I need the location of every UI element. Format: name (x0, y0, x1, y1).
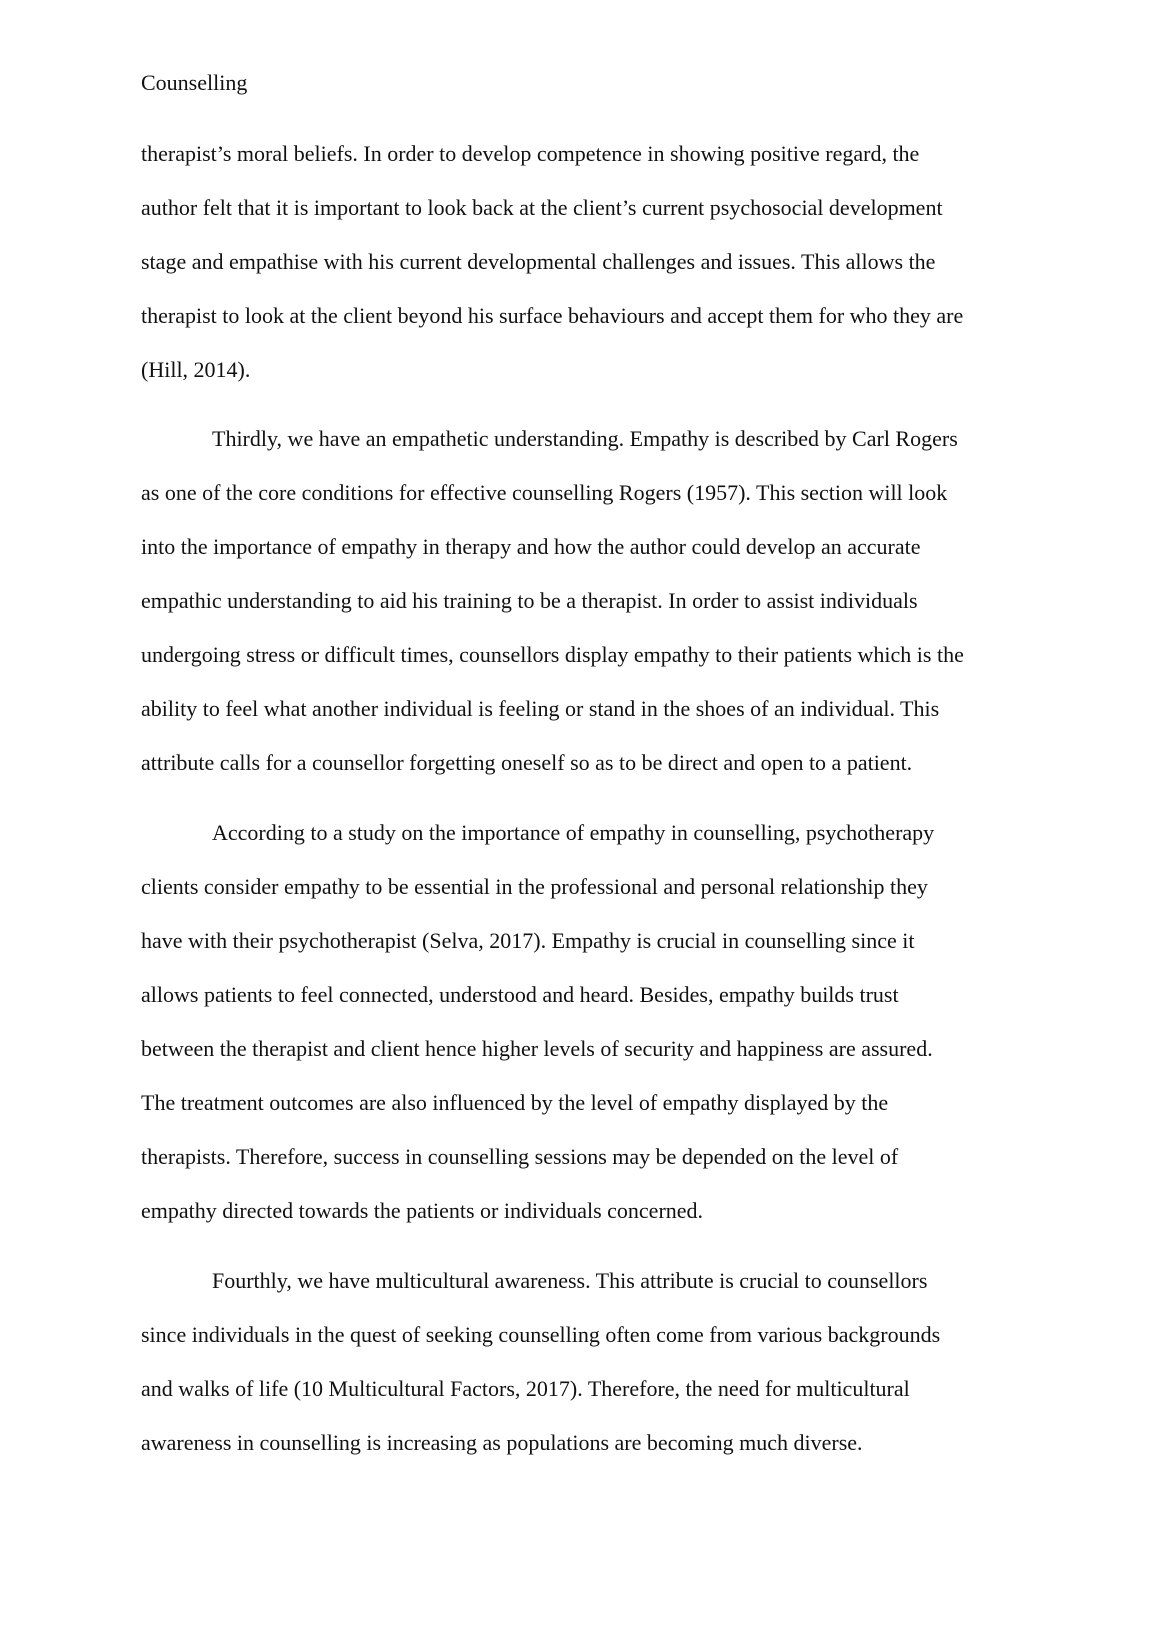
running-head: Counselling (141, 70, 248, 95)
paragraph-4-line-3: and walks of life (10 Multicultural Factors, 2017). Therefore, the need for multicultural (141, 1376, 910, 1401)
paragraph-2-line-4: empathic understanding to aid his training to be a therapist. In order to assist individuals (141, 588, 918, 613)
paragraph-3-line-7: therapists. Therefore, success in counselling sessions may be depended on the level of (141, 1144, 899, 1169)
paragraph-2-line-7: attribute calls for a counsellor forgetting oneself so as to be direct and open to a patient. (141, 750, 913, 775)
paragraph-1-line-3: stage and empathise with his current developmental challenges and issues. This allows the (141, 249, 936, 274)
paragraph-1-line-2: author felt that it is important to look back at the client’s current psychosocial development (141, 195, 943, 220)
paragraph-4-line-4: awareness in counselling is increasing as populations are becoming much diverse. (141, 1430, 863, 1455)
paragraph-2-line-6: ability to feel what another individual is feeling or stand in the shoes of an individual. This (141, 696, 940, 721)
paragraph-4-line-2: since individuals in the quest of seeking counselling often come from various backgrounds (141, 1322, 941, 1347)
paragraph-1-line-1: therapist’s moral beliefs. In order to develop competence in showing positive regard, the (141, 141, 920, 166)
paragraph-2-line-5: undergoing stress or difficult times, counsellors display empathy to their patients which is the (141, 642, 964, 667)
paragraph-2-line-2: as one of the core conditions for effective counselling Rogers (1957). This section will look (141, 480, 948, 505)
paragraph-3-line-6: The treatment outcomes are also influenced by the level of empathy displayed by the (141, 1090, 889, 1115)
paragraph-4-line-1: Fourthly, we have multicultural awareness. This attribute is crucial to counsellors (212, 1268, 928, 1293)
paragraph-1-line-4: therapist to look at the client beyond his surface behaviours and accept them for who they are (141, 303, 964, 328)
paragraph-3-line-3: have with their psychotherapist (Selva, 2017). Empathy is crucial in counselling since it (141, 928, 915, 953)
paragraph-3-line-4: allows patients to feel connected, understood and heard. Besides, empathy builds trust (141, 982, 899, 1007)
paragraph-3-line-5: between the therapist and client hence higher levels of security and happiness are assured. (141, 1036, 933, 1061)
paragraph-2-line-3: into the importance of empathy in therapy and how the author could develop an accurate (141, 534, 921, 559)
paragraph-2-line-1: Thirdly, we have an empathetic understanding. Empathy is described by Carl Rogers (212, 426, 958, 451)
paragraph-3-line-1: According to a study on the importance of empathy in counselling, psychotherapy (212, 820, 935, 845)
paragraph-3-line-8: empathy directed towards the patients or individuals concerned. (141, 1198, 704, 1223)
paragraph-1-line-5: (Hill, 2014). (141, 357, 251, 382)
paragraph-3-line-2: clients consider empathy to be essential in the professional and personal relationship they (141, 874, 928, 899)
